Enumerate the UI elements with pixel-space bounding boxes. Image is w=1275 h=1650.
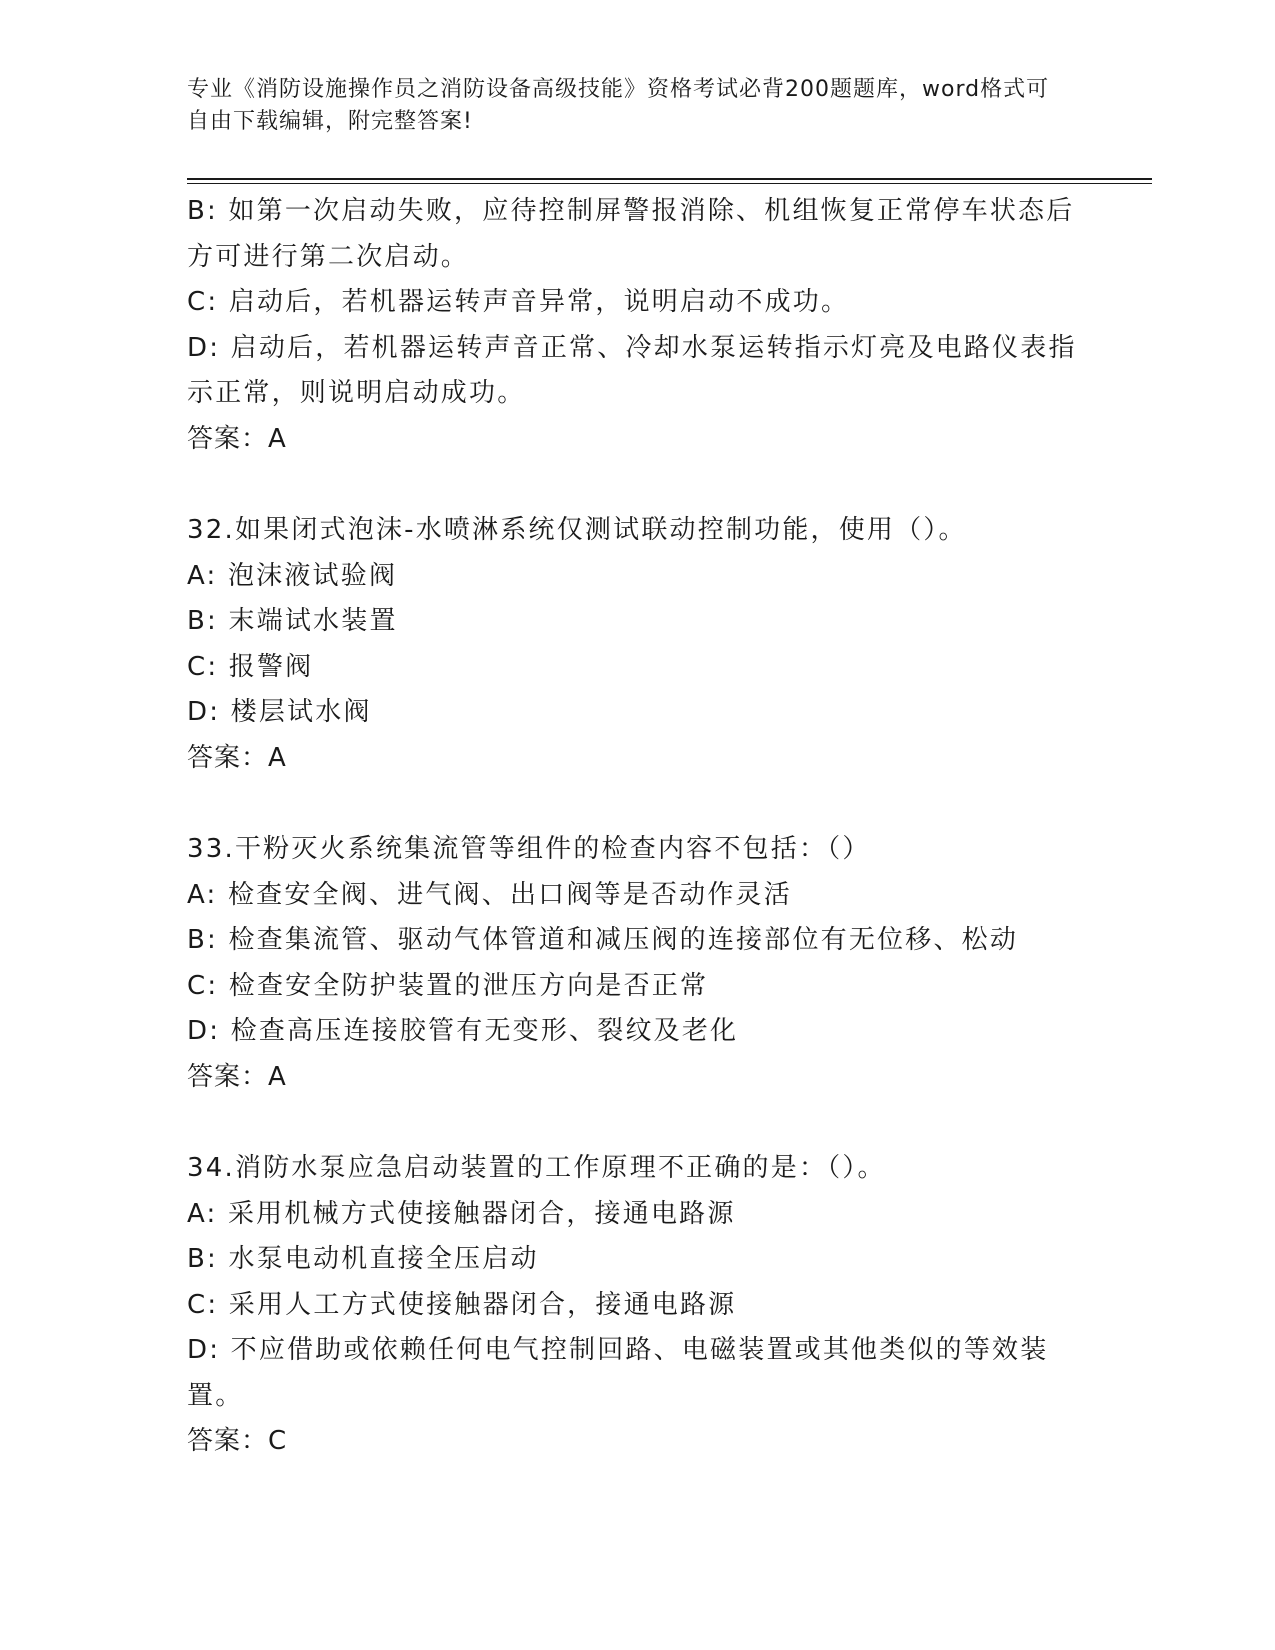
header-divider-thin [187, 183, 1152, 184]
answer: 答案：A [187, 1061, 287, 1092]
document-header [187, 74, 1067, 138]
question-34 [187, 1146, 1087, 1465]
option-b: B: 末端试水装置 [187, 606, 398, 636]
carryover-question [187, 189, 1087, 462]
option-b: B: 水泵电动机直接全压启动 [187, 1244, 539, 1274]
answer: 答案：A [187, 742, 287, 773]
header-title: 专业《消防设施操作员之消防设备高级技能》资格考试必背200题题库，word格式可自由下载编辑，附完整答案! [187, 77, 1050, 134]
option-c: C: 采用人工方式使接触器闭合，接通电路源 [187, 1289, 737, 1320]
answer: 答案：A [187, 423, 287, 454]
question-stem: 34.消防水泵应急启动装置的工作原理不正确的是：（）。 [187, 1153, 886, 1183]
header-divider-thick [187, 178, 1152, 180]
option-d: D: 不应借助或依赖任何电气控制回路、电磁装置或其他类似的等效装置。 [187, 1335, 1049, 1411]
option-d: D: 检查高压连接胶管有无变形、裂纹及老化 [187, 1016, 739, 1046]
option-a: A: 采用机械方式使接触器闭合，接通电路源 [187, 1198, 736, 1229]
question-stem: 32.如果闭式泡沫-水喷淋系统仅测试联动控制功能，使用（）。 [187, 515, 967, 545]
option-c: C: 检查安全防护装置的泄压方向是否正常 [187, 970, 709, 1001]
spacer [187, 781, 1087, 827]
option-d: D: 楼层试水阀 [187, 697, 372, 727]
question-33 [187, 827, 1087, 1100]
question-32 [187, 508, 1087, 781]
question-stem: 33.干粉灭火系统集流管等组件的检查内容不包括：（） [187, 834, 871, 864]
option-c: C: 报警阀 [187, 651, 314, 682]
spacer [187, 462, 1087, 508]
document-body [187, 189, 1087, 1465]
option-d: D: 启动后，若机器运转声音正常、冷却水泵运转指示灯亮及电路仪表指示正常，则说明启动成功。 [187, 332, 1077, 408]
option-b: B: 检查集流管、驱动气体管道和减压阀的连接部位有无位移、松动 [187, 925, 1019, 955]
option-a: A: 检查安全阀、进气阀、出口阀等是否动作灵活 [187, 879, 792, 910]
spacer [187, 1100, 1087, 1146]
option-a: A: 泡沫液试验阀 [187, 560, 398, 591]
option-b: B: 如第一次启动失败，应待控制屏警报消除、机组恢复正常停车状态后方可进行第二次启动。 [187, 196, 1075, 272]
option-c: C: 启动后，若机器运转声音异常，说明启动不成功。 [187, 287, 850, 317]
answer: 答案：C [187, 1426, 288, 1456]
